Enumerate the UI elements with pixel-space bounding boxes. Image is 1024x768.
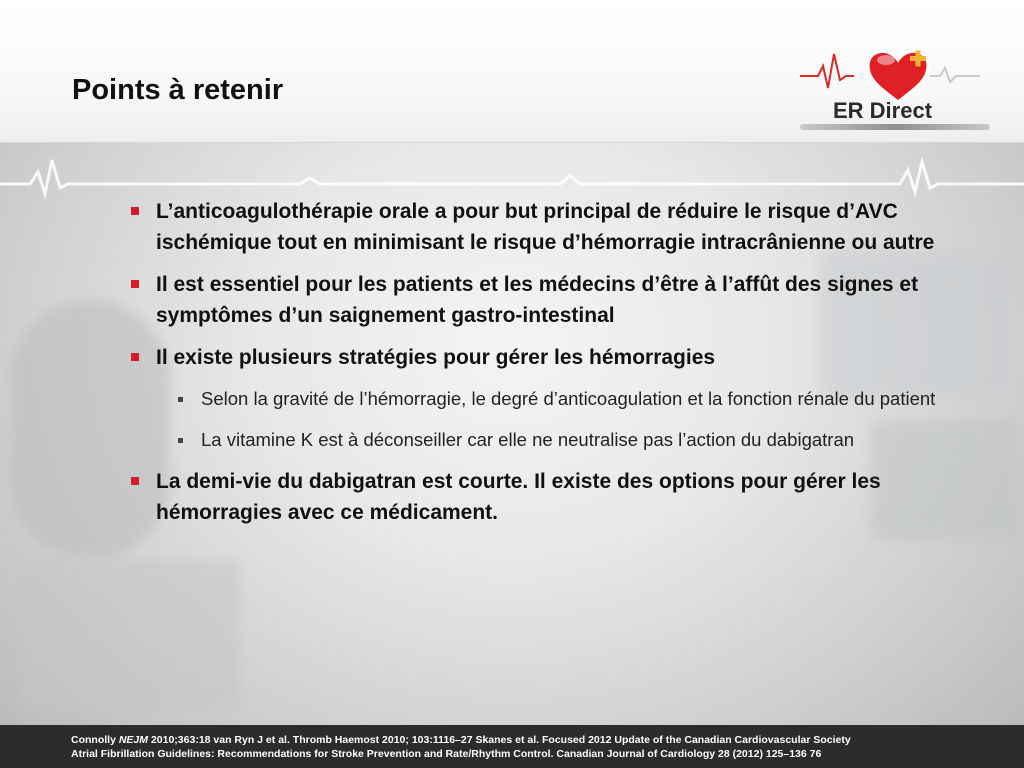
footer-line-2: Atrial Fibrillation Guidelines: Recommendations for Stroke Prevention and Rate/Rhythm Control. Canadian Journal of Cardiology 28 (2012) 125–136 76 <box>71 748 822 760</box>
footer-citation: 2010;363:18 van Ryn J et al. Thromb Haemost 2010; 103:1116–27 Skanes et al. Focused 2012 Update of the Canadian Cardiovascular Society <box>148 734 851 746</box>
sub-bullet-item: Selon la gravité de l’hémorragie, le degré d’anticoagulation et la fonction rénale du patient <box>175 384 950 414</box>
logo-underline <box>800 124 990 130</box>
footer-author: Connolly <box>71 734 119 746</box>
footer-line-1 <box>71 733 1001 747</box>
background-figure-shape <box>20 560 240 710</box>
sub-bullet-item: La vitamine K est à déconseiller car elle ne neutralise pas l’action du dabigatran <box>175 425 950 455</box>
footer-references <box>71 733 1001 761</box>
bullet-item: La demi-vie du dabigatran est courte. Il existe des options pour gérer les hémorragies avec ce médicament. <box>130 466 950 528</box>
footer-journal: NEJM <box>118 734 149 746</box>
bullet-list <box>130 196 950 539</box>
bullet-item: L’anticoagulothérapie orale a pour but principal de réduire le risque d’AVC ischémique tout en minimisant le risque d’hémorragie intracrânienne ou autre <box>130 196 950 258</box>
bullet-item: Il est essentiel pour les patients et les médecins d’être à l’affût des signes et symptômes d’un saignement gastro-intestinal <box>130 269 950 331</box>
bullet-item: Il existe plusieurs stratégies pour gérer les hémorragies <box>130 342 950 373</box>
slide-title: Points à retenir <box>72 74 284 106</box>
ecg-line-decoration-icon <box>0 150 1024 200</box>
logo-text: ER Direct <box>833 98 933 123</box>
